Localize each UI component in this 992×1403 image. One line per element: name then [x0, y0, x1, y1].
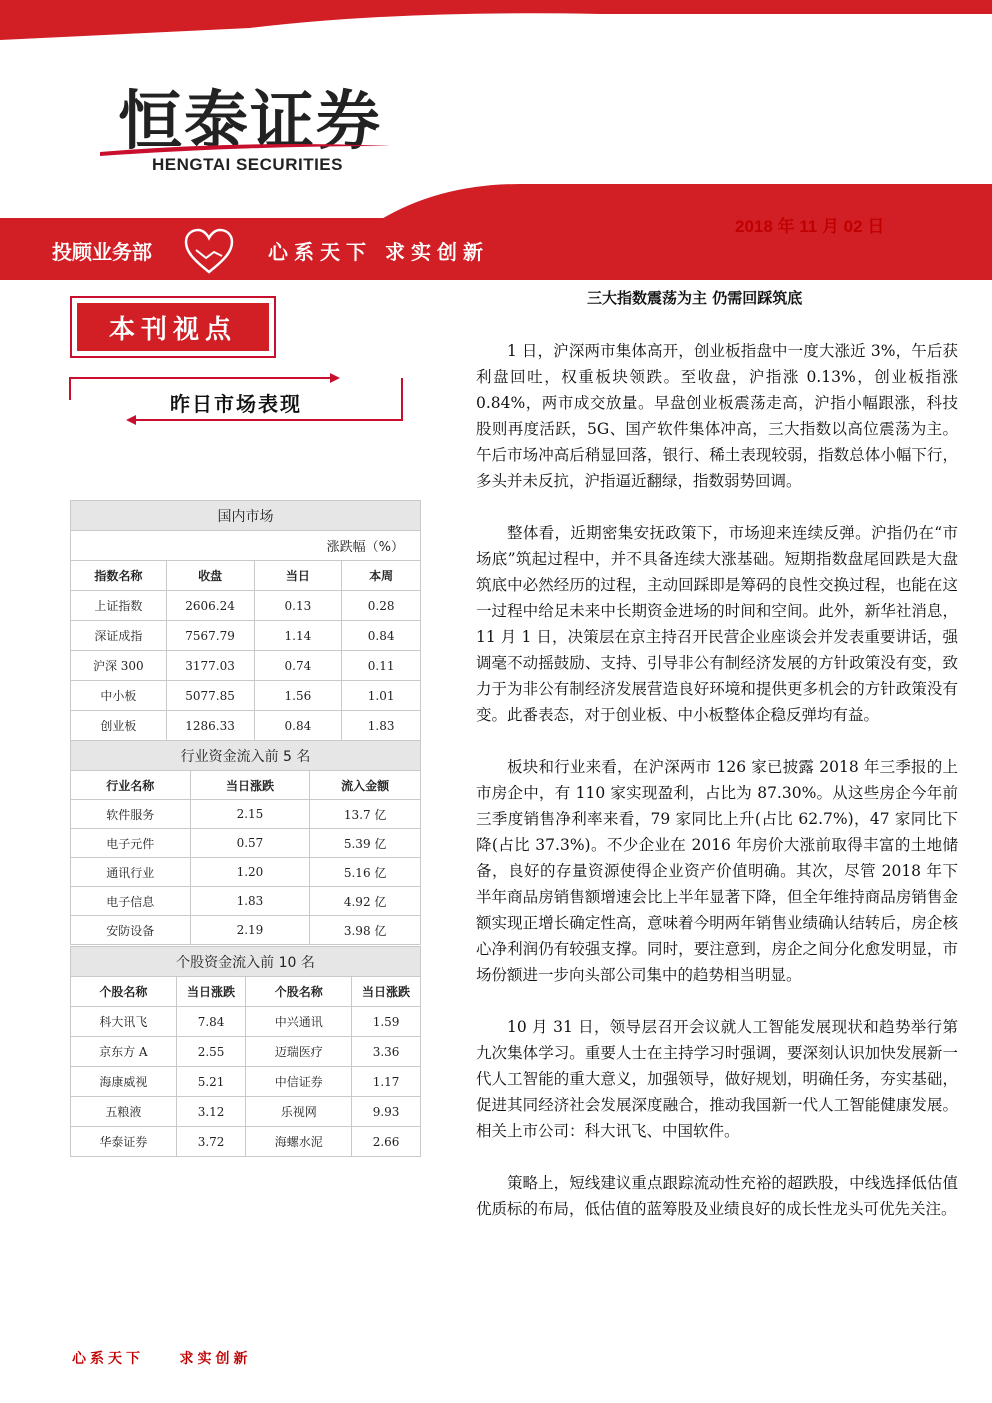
table-row [71, 800, 421, 829]
industry-inflow: 13.7 亿 [310, 800, 421, 829]
stock-name: 乐视网 [246, 1097, 352, 1127]
domestic-unit: 涨跌幅（%） [71, 531, 421, 561]
stock-name: 海螺水泥 [246, 1127, 352, 1157]
domestic-title: 国内市场 [71, 501, 421, 531]
article-paragraph: 策略上，短线建议重点跟踪流动性充裕的超跌股，中线选择低估值优质标的布局，低估值的蓝筹股及业绩良好的成长性龙头可优先关注。 [476, 1174, 958, 1218]
header-stripe [0, 0, 992, 40]
table-row [71, 651, 421, 681]
col-header: 当日 [254, 561, 342, 591]
index-name: 中小板 [71, 681, 167, 711]
stock-flow-table [70, 946, 421, 1157]
index-day-change: 1.56 [254, 681, 342, 711]
stock-name: 中信证券 [246, 1067, 352, 1097]
col-header: 收盘 [166, 561, 254, 591]
col-header: 行业名称 [71, 771, 191, 800]
table-row [71, 887, 421, 916]
table-row [71, 621, 421, 651]
index-close: 7567.79 [166, 621, 254, 651]
index-day-change: 0.13 [254, 591, 342, 621]
index-close: 3177.03 [166, 651, 254, 681]
stock-name: 五粮液 [71, 1097, 177, 1127]
stock-name: 迈瑞医疗 [246, 1037, 352, 1067]
market-data-table [70, 500, 421, 741]
industry-change: 0.57 [190, 829, 310, 858]
article-paragraph: 1 日，沪深两市集体高开，创业板指盘中一度大涨近 3%，午后获利盘回吐，权重板块领跌。至收盘，沪指涨 0.13%，创业板指涨 0.84%，两市成交放量。早盘创业板震荡走高，沪指小幅跟涨，科技股则再度活跃，5G、国产软件集体冲高，三大指数以高位震荡为主。午后市场冲高后稍显回落，银行、稀土表现较弱，指数总体小幅下行，多头并未反抗，沪指逼近翻绿，指数弱势回调。 [476, 342, 958, 490]
stock-change: 2.55 [176, 1037, 246, 1067]
industry-name: 电子元件 [71, 829, 191, 858]
stock-change: 3.72 [176, 1127, 246, 1157]
stocks-title: 个股资金流入前 10 名 [71, 947, 421, 977]
table-row [71, 711, 421, 741]
index-close: 2606.24 [166, 591, 254, 621]
index-close: 5077.85 [166, 681, 254, 711]
industry-change: 2.15 [190, 800, 310, 829]
industry-name: 电子信息 [71, 887, 191, 916]
stock-change: 1.59 [352, 1007, 421, 1037]
viewpoint-box [70, 296, 276, 358]
stock-name: 海康威视 [71, 1067, 177, 1097]
article-paragraph: 整体看，近期密集安抚政策下，市场迎来连续反弹。沪指仍在“市场底”筑起过程中，并不具备连续大涨基础。短期指数盘尾回跌是大盘筑底中必然经历的过程，主动回踩即是筹码的良性交换过程，也能在这一过程中给足未来中长期资金进场的时间和空间。此外，新华社消息，11 月 1 日，决策层在京主持召开民营企业座谈会并发表重要讲话，强调毫不动摇鼓励、支持、引导非公有制经济发展的方针政策没有变，致力于为非公有制经济发展营造良好环境和提供更多机会的方针政策没有变。此番表态，对于创业板、中小板整体企稳反弹均有益。 [476, 524, 958, 724]
article-title: 三大指数震荡为主 仍需回踩筑底 [587, 289, 803, 307]
handshake-heart-icon [184, 228, 234, 276]
col-header: 个股名称 [71, 977, 177, 1007]
col-header: 指数名称 [71, 561, 167, 591]
viewpoint-title: 本刊视点 [77, 303, 269, 351]
index-week-change: 0.11 [342, 651, 421, 681]
index-day-change: 0.74 [254, 651, 342, 681]
industry-name: 软件服务 [71, 800, 191, 829]
banner-slogan: 心系天下 求实创新 [268, 240, 489, 264]
index-close: 1286.33 [166, 711, 254, 741]
article-paragraph: 板块和行业来看，在沪深两市 126 家已披露 2018 年三季报的上市房企中，有 110 家实现盈利，占比为 87.30%。从这些房企今年前三季度销售净利率来看，79 家同比上升(占比 62.7%)，47 家同比下降(占比 37.3%)。不少企业在 2016 年房价大涨前取得丰富的土地储备，良好的存量资源使得企业资产价值明确。其次，尽管 2018 年下半年商品房销售额增速会比上半年显著下降，但全年维持商品房销售金额实现正增长确定性高，意味着今明两年销售业绩确认结转后，房企核心净利润仍有较强支撑。同时，要注意到，房企之间分化愈发明显，市场份额进一步向头部公司集中的趋势相当明显。 [476, 758, 958, 984]
article-paragraph: 10 月 31 日，领导层召开会议就人工智能发展现状和趋势举行第九次集体学习。重要人士在主持学习时强调，要深刻认识加快发展新一代人工智能的重大意义，加强领导，做好规划，明确任务，夯实基础，促进其同经济社会发展深度融合，推动我国新一代人工智能健康发展。相关上市公司：科大讯飞、中国软件。 [476, 1018, 958, 1140]
stock-name: 华泰证券 [71, 1127, 177, 1157]
stock-change: 7.84 [176, 1007, 246, 1037]
stock-name: 京东方 A [71, 1037, 177, 1067]
table-row [71, 916, 421, 945]
col-header: 个股名称 [246, 977, 352, 1007]
col-header: 本周 [342, 561, 421, 591]
footer-slogan: 心系天下 求实创新 [72, 1351, 252, 1367]
index-week-change: 0.84 [342, 621, 421, 651]
table-row [71, 1067, 421, 1097]
col-header: 当日涨跌 [352, 977, 421, 1007]
index-name: 上证指数 [71, 591, 167, 621]
table-row [71, 1007, 421, 1037]
issue-date: 2018 年 11 月 02 日 [735, 217, 885, 236]
industry-flow-table [70, 740, 421, 945]
industry-change: 1.83 [190, 887, 310, 916]
table-row [71, 829, 421, 858]
department-name: 投顾业务部 [52, 240, 152, 264]
col-header: 当日涨跌 [176, 977, 246, 1007]
index-week-change: 1.83 [342, 711, 421, 741]
stock-name: 科大讯飞 [71, 1007, 177, 1037]
table-row [71, 681, 421, 711]
industry-inflow: 5.16 亿 [310, 858, 421, 887]
stock-change: 3.36 [352, 1037, 421, 1067]
col-header: 流入金额 [310, 771, 421, 800]
company-logo-cn: 恒泰证券 [118, 85, 382, 159]
company-logo-en: HENGTAI SECURITIES [152, 155, 343, 174]
industry-change: 1.20 [190, 858, 310, 887]
industry-inflow: 5.39 亿 [310, 829, 421, 858]
industry-title: 行业资金流入前 5 名 [71, 741, 421, 771]
table-row [71, 591, 421, 621]
table-row [71, 858, 421, 887]
col-header: 当日涨跌 [190, 771, 310, 800]
stock-change: 2.66 [352, 1127, 421, 1157]
stock-change: 1.17 [352, 1067, 421, 1097]
industry-change: 2.19 [190, 916, 310, 945]
index-name: 创业板 [71, 711, 167, 741]
industry-inflow: 3.98 亿 [310, 916, 421, 945]
table-row [71, 1127, 421, 1157]
table-row [71, 1037, 421, 1067]
index-day-change: 1.14 [254, 621, 342, 651]
index-week-change: 1.01 [342, 681, 421, 711]
market-section-title: 昨日市场表现 [170, 392, 302, 416]
stock-change: 5.21 [176, 1067, 246, 1097]
index-name: 沪深 300 [71, 651, 167, 681]
industry-name: 安防设备 [71, 916, 191, 945]
article-body [476, 338, 958, 1248]
stock-change: 9.93 [352, 1097, 421, 1127]
stock-name: 中兴通讯 [246, 1007, 352, 1037]
index-day-change: 0.84 [254, 711, 342, 741]
index-week-change: 0.28 [342, 591, 421, 621]
table-row [71, 1097, 421, 1127]
index-name: 深证成指 [71, 621, 167, 651]
industry-name: 通讯行业 [71, 858, 191, 887]
industry-inflow: 4.92 亿 [310, 887, 421, 916]
stock-change: 3.12 [176, 1097, 246, 1127]
